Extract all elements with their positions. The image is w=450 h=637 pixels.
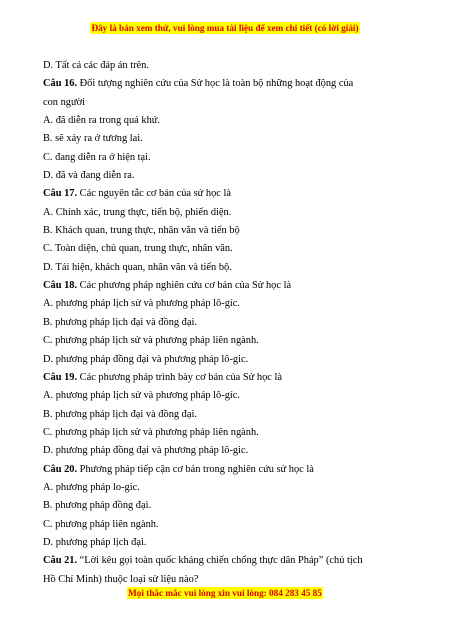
- question-20: [43, 461, 405, 479]
- option-c: C. Toàn diện, chủ quan, trung thực, nhân văn.: [43, 243, 233, 255]
- option-d: D. phương pháp đồng đại và phương pháp lô-gic.: [43, 353, 249, 365]
- question-text: Đối tượng nghiên cứu của Sử học là toàn bộ những hoạt động của: [77, 78, 354, 90]
- option-b: B. Khách quan, trung thực, nhân văn và tiến bộ: [43, 225, 240, 237]
- document-body: [43, 57, 405, 589]
- option-d: D. đã và đang diễn ra.: [43, 170, 135, 182]
- contact-text: Mọi thắc mắc vui lòng xin vui lòng: 084 283 45 85: [128, 588, 322, 598]
- option-b: B. phương pháp lịch đại và đồng đại.: [43, 408, 197, 420]
- question-16: [43, 75, 405, 93]
- question-18: [43, 277, 405, 295]
- question-16-continued: con người: [43, 96, 86, 108]
- question-19: [43, 369, 405, 387]
- question-number: Câu 19.: [43, 371, 78, 383]
- option-d: D. phương pháp lịch đại.: [43, 536, 147, 548]
- option-a: A. phương pháp lịch sử và phương pháp lô-gíc.: [43, 298, 240, 310]
- option-b: B. phương pháp lịch đại và đồng đại.: [43, 316, 197, 328]
- option-c: C. đang diễn ra ở hiện tại.: [43, 151, 151, 163]
- question-text: “Lời kêu gọi toàn quốc kháng chiến chống thực dân Pháp” (chủ tịch: [77, 555, 363, 567]
- preview-notice-banner: [0, 23, 450, 33]
- option-d: D. Tái hiện, khách quan, nhân văn và tiến bộ.: [43, 261, 232, 273]
- option-a: A. đã diễn ra trong quá khứ.: [43, 115, 161, 127]
- option-a: A. phương pháp lịch sử và phương pháp lô-gíc.: [43, 390, 240, 402]
- option-a: A. Chính xác, trung thực, tiến bộ, phiến diện.: [43, 206, 232, 218]
- option-b: B. sẽ xảy ra ở tương lai.: [43, 133, 143, 145]
- question-21-continued: Hồ Chí Minh) thuộc loại sử liệu nào?: [43, 573, 199, 585]
- preview-notice-text: Đây là bản xem thử, vui lòng mua tài liệu để xem chi tiết (có lời giải): [91, 23, 359, 33]
- question-number: Câu 21.: [43, 555, 78, 567]
- option-c: C. phương pháp lịch sử và phương pháp liên ngành.: [43, 426, 259, 438]
- question-text: Phương pháp tiếp cận cơ bản trong nghiên cứu sử học là: [77, 463, 314, 475]
- option-d-prev: D. Tất cả các đáp án trên.: [43, 60, 149, 71]
- question-text: Các nguyên tắc cơ bản của sử học là: [77, 188, 232, 200]
- question-number: Câu 20.: [43, 463, 78, 475]
- question-text: Các phương pháp trình bày cơ bản của Sử học là: [77, 371, 282, 383]
- question-number: Câu 18.: [43, 280, 78, 292]
- option-b: B. phương pháp đồng đại.: [43, 500, 152, 512]
- option-d: D. phương pháp đồng đại và phương pháp lô-gic.: [43, 445, 249, 457]
- question-number: Câu 17.: [43, 188, 78, 200]
- question-21: [43, 552, 405, 570]
- option-a: A. phương pháp lo-gic.: [43, 481, 140, 493]
- question-number: Câu 16.: [43, 78, 78, 90]
- question-17: [43, 185, 405, 203]
- question-text: Các phương pháp nghiên cứu cơ bản của Sử học là: [77, 280, 292, 292]
- option-c: C. phương pháp lịch sử và phương pháp liên ngành.: [43, 335, 259, 347]
- option-c: C. phương pháp liên ngành.: [43, 518, 159, 530]
- contact-banner: [0, 588, 450, 598]
